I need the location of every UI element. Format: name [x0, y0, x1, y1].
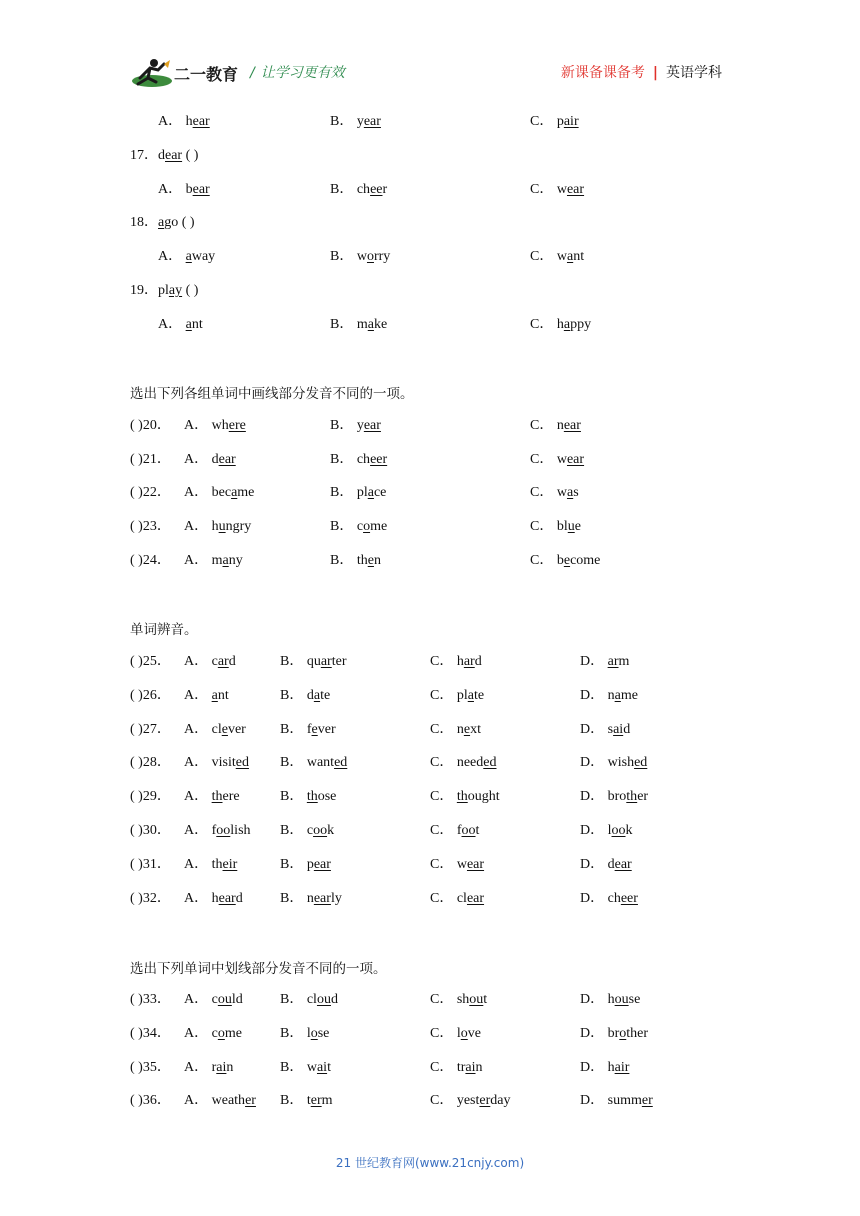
- option-c: [530, 247, 584, 267]
- option-d: [580, 821, 633, 841]
- question-number: ( )36．: [130, 1093, 171, 1109]
- option-word: those: [306, 789, 337, 805]
- question-row: [0, 821, 860, 841]
- option-letter: D．: [580, 890, 608, 906]
- option-b: [280, 990, 338, 1010]
- option-word: foolish: [211, 823, 251, 838]
- option-word: come: [356, 519, 388, 535]
- question-stem: 17．dear ( ): [130, 148, 199, 163]
- subject-label: 英语学科: [666, 65, 722, 81]
- option-letter: C．: [430, 823, 457, 838]
- option-c: [530, 416, 581, 436]
- option-word: cook: [306, 823, 335, 838]
- option-letter: C．: [530, 317, 557, 332]
- option-c: [430, 787, 500, 807]
- option-b: [330, 247, 390, 267]
- option-word: summer: [607, 1093, 653, 1109]
- option-a: [184, 787, 240, 807]
- option-a: [184, 517, 251, 537]
- option-letter: A．: [184, 789, 212, 805]
- option-letter: B．: [280, 654, 307, 669]
- question-number: ( )23．: [130, 519, 171, 535]
- option-word: card: [211, 654, 236, 669]
- option-c: [530, 450, 584, 470]
- option-c: [430, 1058, 483, 1078]
- option-a: [184, 855, 237, 875]
- option-letter: A．: [158, 182, 186, 197]
- option-c: [430, 1024, 481, 1044]
- option-letter: A．: [184, 856, 212, 872]
- option-a: [184, 889, 243, 909]
- question-number: ( )27．: [130, 721, 171, 737]
- option-a: [184, 1091, 256, 1111]
- option-word: where: [211, 418, 246, 433]
- option-word: term: [306, 1093, 333, 1109]
- option-word: become: [556, 552, 601, 568]
- option-word: want: [556, 249, 585, 264]
- option-word: near: [556, 418, 581, 433]
- option-b: [330, 112, 381, 132]
- option-letter: C．: [430, 890, 457, 906]
- option-b: [330, 517, 387, 537]
- logo-icon: [130, 56, 240, 90]
- option-word: come: [211, 1025, 242, 1041]
- course-label: 新课备课备考: [560, 65, 645, 81]
- option-word: wear: [556, 182, 585, 197]
- option-word: rain: [211, 1059, 234, 1075]
- option-b: [280, 753, 347, 773]
- option-word: year: [356, 418, 381, 433]
- option-b: [330, 180, 387, 200]
- option-letter: B．: [280, 1025, 307, 1041]
- question-row: [0, 483, 860, 503]
- question-row: [0, 855, 860, 875]
- option-d: [580, 753, 647, 773]
- option-a: [158, 180, 210, 200]
- option-word: visited: [211, 755, 249, 771]
- option-word: hear: [185, 114, 210, 129]
- stem-word: ago: [158, 215, 179, 230]
- option-c: [430, 855, 484, 875]
- option-letter: D．: [580, 789, 608, 805]
- option-a: [184, 686, 229, 706]
- option-b: [280, 720, 336, 740]
- option-a: [158, 112, 210, 132]
- option-word: hungry: [211, 519, 252, 535]
- option-b: [330, 483, 386, 503]
- option-c: [430, 990, 487, 1010]
- option-letter: B．: [280, 687, 307, 703]
- option-letter: D．: [580, 1059, 608, 1075]
- option-word: love: [456, 1025, 481, 1041]
- option-word: dear: [607, 856, 632, 872]
- option-letter: A．: [158, 249, 186, 264]
- option-letter: D．: [580, 687, 608, 703]
- option-word: train: [456, 1059, 483, 1075]
- slogan-text: 让学习更有效: [260, 65, 345, 81]
- option-c: [530, 483, 579, 503]
- option-word: lose: [306, 1025, 330, 1041]
- option-letter: A．: [184, 823, 212, 838]
- option-b: [280, 1024, 329, 1044]
- option-d: [580, 889, 638, 909]
- option-word: their: [211, 856, 238, 872]
- option-word: needed: [456, 755, 497, 771]
- option-word: look: [607, 823, 633, 838]
- option-letter: C．: [530, 114, 557, 129]
- option-word: heard: [211, 890, 243, 906]
- option-word: dear: [211, 451, 236, 467]
- option-letter: C．: [530, 451, 557, 467]
- question-row: [0, 1091, 860, 1111]
- question-row: [0, 652, 860, 672]
- slogan: / 让学习更有效: [250, 65, 345, 81]
- option-word: house: [607, 992, 641, 1007]
- option-letter: B．: [330, 451, 357, 467]
- option-letter: B．: [330, 114, 357, 129]
- option-a: [158, 247, 215, 267]
- stem-word: play: [158, 283, 183, 298]
- question-row: [0, 1058, 860, 1078]
- option-letter: A．: [184, 992, 212, 1007]
- question-number: ( )32．: [130, 890, 171, 906]
- option-word: shout: [456, 992, 488, 1007]
- option-letter: B．: [280, 721, 307, 737]
- option-letter: B．: [280, 1059, 307, 1075]
- option-d: [580, 1024, 648, 1044]
- option-letter: C．: [530, 552, 557, 568]
- option-d: [580, 1091, 653, 1111]
- option-word: date: [306, 687, 331, 703]
- option-c: [530, 315, 591, 335]
- option-a: [184, 821, 251, 841]
- option-word: nearly: [306, 890, 342, 906]
- section-title-1: 选出下列各组单词中画线部分发音不同的一项。: [130, 386, 414, 402]
- option-letter: B．: [280, 755, 307, 771]
- option-word: wanted: [306, 755, 348, 771]
- option-word: worry: [356, 249, 391, 264]
- option-letter: A．: [184, 755, 212, 771]
- option-word: became: [211, 485, 255, 501]
- question-number: ( )34．: [130, 1025, 171, 1041]
- option-b: [280, 787, 336, 807]
- option-letter: C．: [430, 1025, 457, 1041]
- option-letter: C．: [530, 418, 557, 433]
- stem-word: dear: [158, 148, 183, 163]
- question-row: [0, 889, 860, 909]
- option-letter: A．: [184, 485, 212, 501]
- option-d: [580, 855, 632, 875]
- option-letter: B．: [330, 418, 357, 433]
- page-header: [0, 0, 860, 100]
- option-letter: B．: [330, 552, 357, 568]
- question-number: ( )26．: [130, 687, 171, 703]
- option-word: there: [211, 789, 240, 805]
- logo-text: 二一教育: [174, 65, 239, 84]
- option-letter: A．: [184, 890, 212, 906]
- option-d: [580, 787, 648, 807]
- option-letter: D．: [580, 1093, 608, 1109]
- question-number: ( )25．: [130, 654, 171, 669]
- option-b: [330, 551, 381, 571]
- question-row: [0, 551, 860, 571]
- option-c: [430, 720, 481, 740]
- question-row: [0, 787, 860, 807]
- page-footer: 21 世纪教育网(www.21cnjy.com): [335, 1156, 525, 1170]
- option-a: [158, 315, 203, 335]
- option-letter: D．: [580, 654, 608, 669]
- option-word: pear: [306, 856, 331, 872]
- option-word: then: [356, 552, 381, 568]
- option-c: [430, 686, 484, 706]
- option-a: [184, 483, 254, 503]
- option-word: plate: [456, 687, 485, 703]
- option-letter: C．: [430, 1059, 457, 1075]
- option-d: [580, 720, 630, 740]
- question-row: [0, 213, 860, 233]
- option-word: cheer: [607, 890, 638, 906]
- option-letter: C．: [530, 182, 557, 197]
- option-letter: B．: [330, 182, 357, 197]
- option-word: pair: [556, 114, 579, 129]
- option-word: hard: [456, 654, 482, 669]
- option-word: wished: [607, 755, 648, 771]
- option-letter: B．: [330, 317, 357, 332]
- option-word: bear: [185, 182, 210, 197]
- option-word: brother: [607, 789, 649, 805]
- option-letter: D．: [580, 755, 608, 771]
- question-row: [0, 180, 860, 200]
- option-letter: C．: [430, 856, 457, 872]
- option-a: [184, 450, 236, 470]
- option-word: was: [556, 485, 579, 501]
- option-word: next: [456, 721, 481, 737]
- option-c: [530, 180, 584, 200]
- option-word: wait: [306, 1059, 331, 1075]
- question-row: [0, 315, 860, 335]
- option-a: [184, 551, 243, 571]
- option-letter: D．: [580, 1025, 608, 1041]
- option-letter: D．: [580, 823, 608, 838]
- question-number: ( )28．: [130, 755, 171, 771]
- option-letter: C．: [430, 992, 457, 1007]
- option-word: wear: [456, 856, 485, 872]
- option-letter: C．: [430, 654, 457, 669]
- option-word: clear: [456, 890, 485, 906]
- question-row: [0, 517, 860, 537]
- option-word: cheer: [356, 182, 388, 197]
- option-letter: C．: [430, 755, 457, 771]
- question-number: ( )20．: [130, 418, 171, 433]
- option-letter: C．: [530, 519, 557, 535]
- option-letter: B．: [330, 249, 357, 264]
- option-letter: C．: [430, 789, 457, 805]
- question-number: ( )22．: [130, 485, 171, 501]
- section-title-2: 单词辨音。: [130, 622, 198, 638]
- option-word: cheer: [356, 451, 388, 467]
- question-row: [0, 146, 860, 166]
- option-c: [430, 1091, 511, 1111]
- option-letter: C．: [430, 721, 457, 737]
- option-b: [280, 1091, 333, 1111]
- option-word: fever: [306, 721, 336, 737]
- option-letter: A．: [184, 654, 212, 669]
- option-letter: A．: [184, 1025, 212, 1041]
- option-c: [530, 551, 600, 571]
- option-word: wear: [556, 451, 585, 467]
- question-number: ( )29．: [130, 789, 171, 805]
- option-c: [430, 652, 482, 672]
- option-word: happy: [556, 317, 592, 332]
- question-row: [0, 112, 860, 132]
- option-word: thought: [456, 789, 500, 805]
- header-divider: |: [652, 65, 658, 81]
- option-letter: A．: [158, 114, 186, 129]
- option-letter: B．: [280, 789, 307, 805]
- option-word: make: [356, 317, 388, 332]
- option-word: said: [607, 721, 631, 737]
- option-b: [280, 686, 330, 706]
- option-a: [184, 416, 246, 436]
- option-b: [330, 315, 387, 335]
- option-word: could: [211, 992, 243, 1007]
- question-row: [0, 416, 860, 436]
- question-row: [0, 1024, 860, 1044]
- question-row: [0, 281, 860, 301]
- option-letter: D．: [580, 856, 608, 872]
- option-letter: B．: [330, 485, 357, 501]
- question-number: ( )24．: [130, 552, 171, 568]
- option-b: [280, 889, 342, 909]
- option-a: [184, 1058, 233, 1078]
- option-letter: A．: [158, 317, 186, 332]
- option-c: [430, 889, 484, 909]
- question-number: ( )30．: [130, 823, 171, 838]
- question-number: ( )21．: [130, 451, 171, 467]
- option-d: [580, 686, 638, 706]
- option-word: ant: [185, 317, 203, 332]
- question-row: [0, 720, 860, 740]
- option-letter: A．: [184, 519, 212, 535]
- option-a: [184, 652, 236, 672]
- question-number: ( )35．: [130, 1059, 171, 1075]
- option-word: arm: [607, 654, 630, 669]
- question-stem: 18．ago ( ): [130, 215, 195, 230]
- option-letter: B．: [280, 890, 307, 906]
- section-title-3: 选出下列单词中划线部分发音不同的一项。: [130, 961, 387, 977]
- option-a: [184, 753, 249, 773]
- option-word: many: [211, 552, 243, 568]
- option-letter: B．: [280, 856, 307, 872]
- option-word: yesterday: [456, 1093, 511, 1109]
- option-letter: B．: [280, 823, 307, 838]
- option-letter: A．: [184, 687, 212, 703]
- option-letter: C．: [530, 485, 557, 501]
- option-d: [580, 1058, 629, 1078]
- option-word: brother: [607, 1025, 649, 1041]
- question-row: [0, 450, 860, 470]
- option-b: [330, 450, 387, 470]
- option-b: [280, 855, 331, 875]
- option-letter: D．: [580, 721, 608, 737]
- question-row: [0, 247, 860, 267]
- option-d: [580, 990, 640, 1010]
- option-b: [330, 416, 381, 436]
- option-c: [530, 517, 581, 537]
- option-word: clever: [211, 721, 246, 737]
- option-letter: A．: [184, 721, 212, 737]
- option-word: hair: [607, 1059, 630, 1075]
- question-row: [0, 990, 860, 1010]
- option-word: year: [356, 114, 381, 129]
- question-row: [0, 686, 860, 706]
- question-number: ( )33．: [130, 992, 171, 1007]
- option-c: [430, 753, 497, 773]
- option-letter: C．: [430, 687, 457, 703]
- option-letter: B．: [330, 519, 357, 535]
- option-letter: A．: [184, 418, 212, 433]
- option-letter: C．: [530, 249, 557, 264]
- option-b: [280, 652, 347, 672]
- option-a: [184, 990, 243, 1010]
- option-word: weather: [211, 1093, 256, 1109]
- option-letter: B．: [280, 992, 307, 1007]
- option-c: [530, 112, 579, 132]
- option-letter: B．: [280, 1093, 307, 1109]
- option-letter: A．: [184, 451, 212, 467]
- option-letter: A．: [184, 552, 212, 568]
- option-word: foot: [456, 823, 480, 838]
- option-word: ant: [211, 687, 229, 703]
- option-letter: D．: [580, 992, 608, 1007]
- option-word: blue: [556, 519, 581, 535]
- option-b: [280, 821, 334, 841]
- option-d: [580, 652, 629, 672]
- option-word: away: [185, 249, 216, 264]
- header-right: [561, 62, 722, 82]
- option-letter: C．: [430, 1093, 457, 1109]
- option-c: [430, 821, 479, 841]
- option-letter: A．: [184, 1059, 212, 1075]
- option-a: [184, 1024, 242, 1044]
- option-a: [184, 720, 246, 740]
- option-word: place: [356, 485, 387, 501]
- option-word: cloud: [306, 992, 338, 1007]
- question-row: [0, 753, 860, 773]
- question-number: ( )31．: [130, 856, 171, 872]
- option-word: quarter: [306, 654, 347, 669]
- question-stem: 19．play ( ): [130, 283, 199, 298]
- option-letter: A．: [184, 1093, 212, 1109]
- option-word: name: [607, 687, 638, 703]
- option-b: [280, 1058, 331, 1078]
